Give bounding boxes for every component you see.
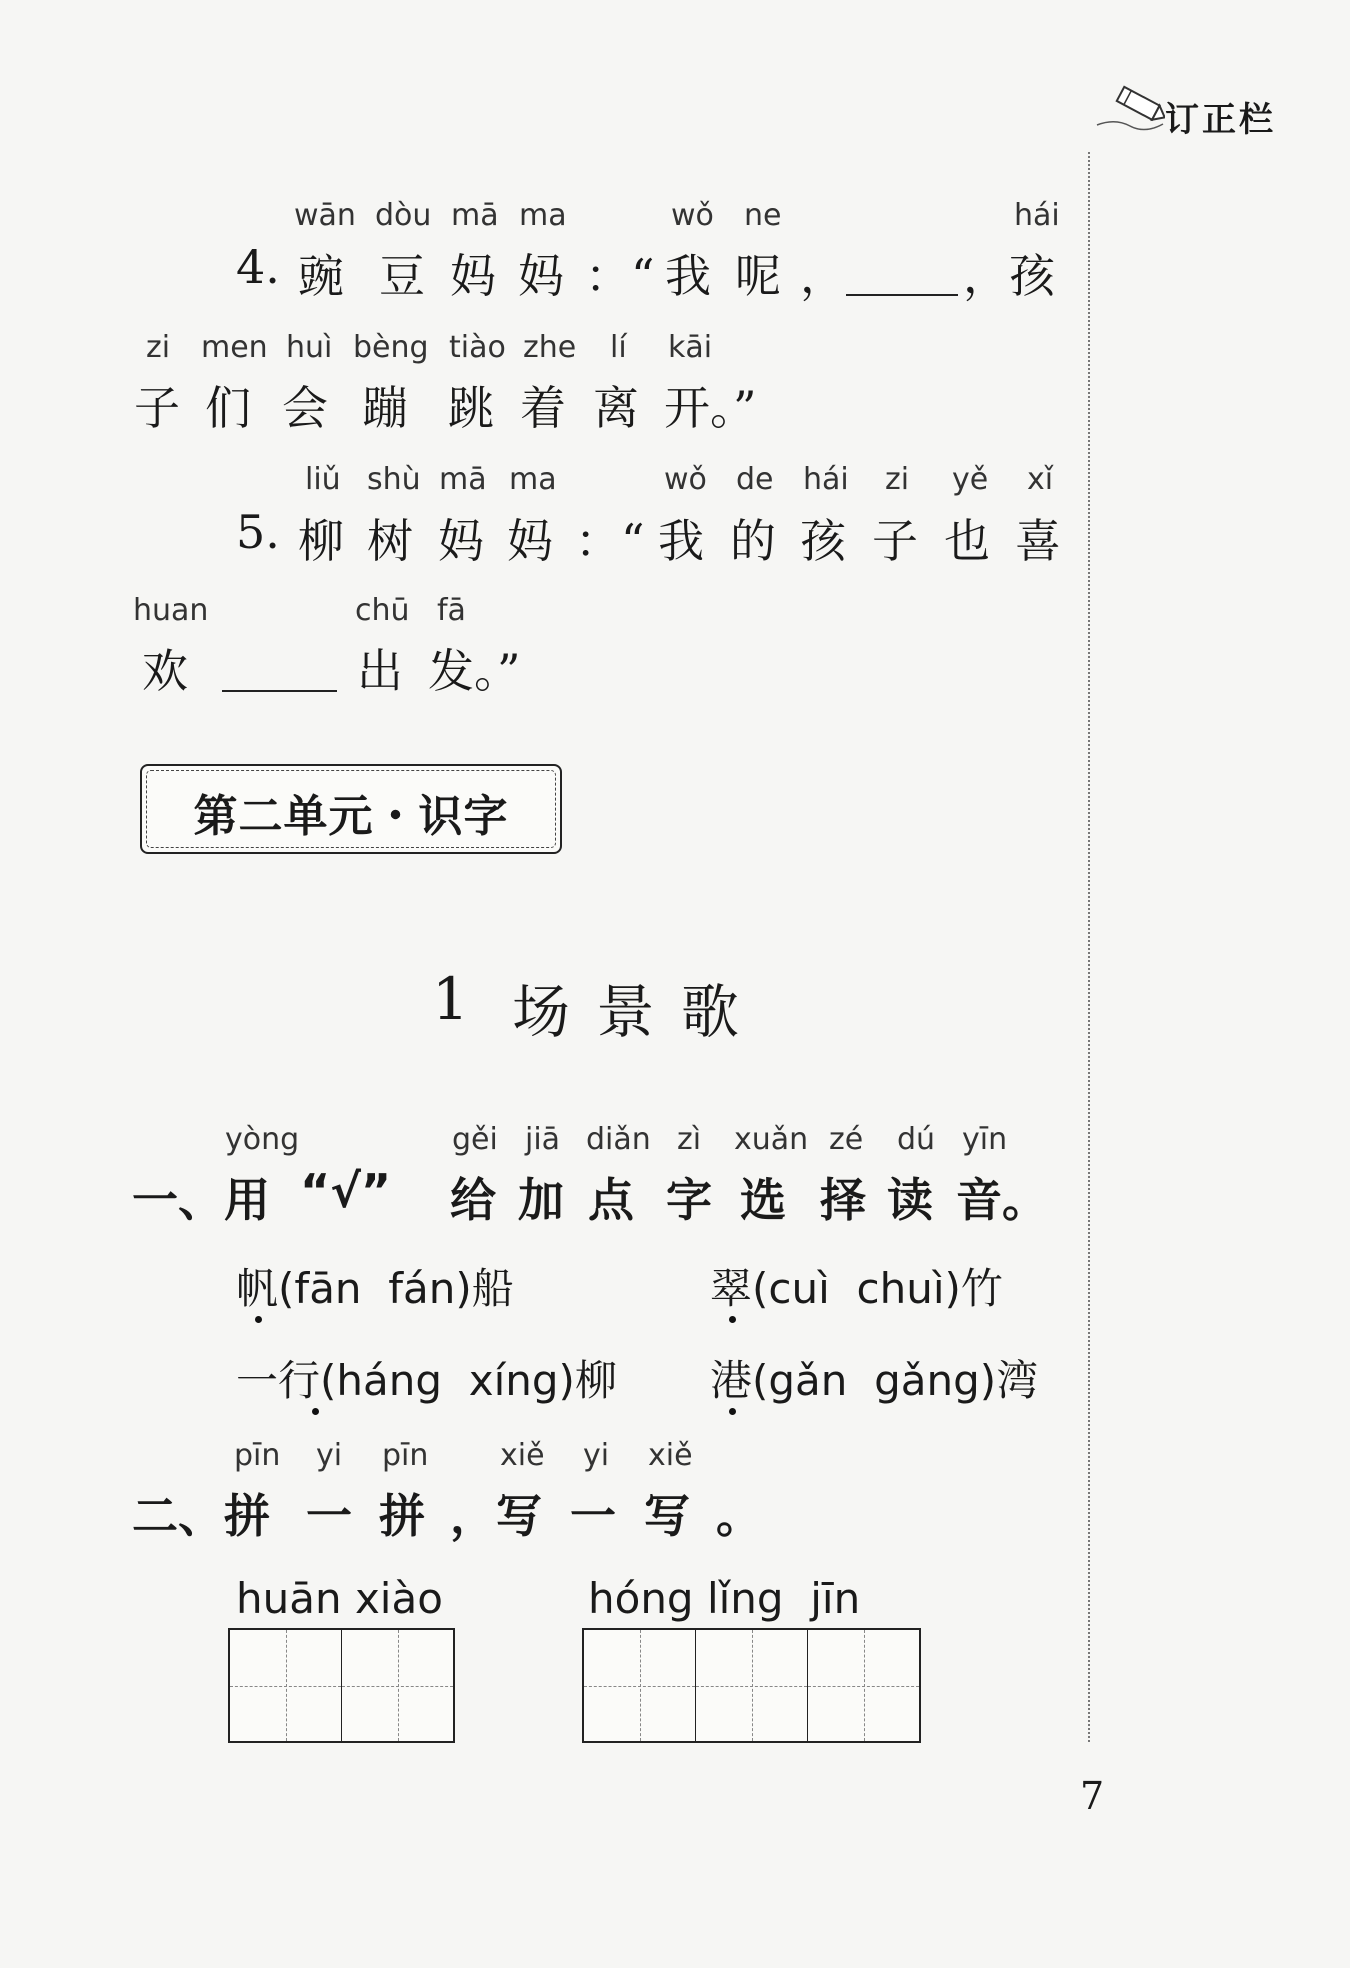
hanzi: 一 — [306, 1489, 352, 1543]
hanzi: 柳 — [298, 514, 344, 568]
hanzi: 子 — [134, 381, 180, 435]
hanzi: 孩 — [800, 514, 846, 568]
hanzi: 选 — [740, 1173, 786, 1227]
lesson-title: 场 景 歌 — [512, 978, 743, 1046]
pinyin: pīn — [382, 1438, 429, 1473]
word-pinyin: hóng lǐng jīn — [588, 1574, 861, 1623]
writing-grid[interactable] — [582, 1628, 921, 1743]
hanzi: 一 — [236, 1356, 279, 1405]
question-number: 5. — [236, 505, 280, 559]
hanzi: 择 — [820, 1173, 866, 1227]
hanzi: 。 — [716, 1489, 762, 1543]
pinyin: chū — [355, 593, 410, 628]
section-heading: 二、拼 — [132, 1489, 270, 1543]
pinyin: huan — [133, 593, 209, 628]
pinyin: xiě — [648, 1438, 693, 1473]
dotted-character: 翠 — [710, 1264, 753, 1313]
pinyin: dòu — [375, 198, 432, 233]
pinyin: yě — [952, 462, 989, 497]
unit-banner — [140, 764, 562, 854]
pinyin: pīn — [234, 1438, 281, 1473]
hanzi: 着 — [520, 381, 566, 435]
pinyin: tiào — [449, 330, 506, 365]
pinyin: xuǎn — [734, 1122, 809, 1157]
hanzi: 出 — [357, 644, 403, 698]
writing-grid[interactable] — [228, 1628, 455, 1743]
margin-divider — [1088, 152, 1090, 1742]
writing-cell[interactable] — [584, 1630, 696, 1741]
choice-item — [710, 1348, 1038, 1408]
lesson-number: 1 — [432, 965, 469, 1033]
pinyin: diǎn — [586, 1122, 651, 1157]
writing-cell[interactable] — [808, 1630, 919, 1741]
pinyin: lí — [610, 330, 627, 365]
hanzi: 们 — [205, 381, 251, 435]
pinyin: liǔ — [305, 462, 341, 497]
hanzi: 豌 — [298, 249, 344, 303]
hanzi: 加 — [518, 1173, 564, 1227]
pinyin: huì — [286, 330, 333, 365]
emphasis-dot — [729, 1316, 736, 1323]
hanzi: 湾 — [996, 1356, 1039, 1405]
hanzi: 音。 — [956, 1173, 1048, 1227]
dotted-character: 港 — [710, 1356, 753, 1405]
choice-item — [236, 1256, 514, 1316]
pinyin: zi — [885, 462, 910, 497]
writing-cell[interactable] — [342, 1630, 453, 1741]
pinyin: kāi — [668, 330, 713, 365]
pinyin: fā — [437, 593, 466, 628]
margin-note-label: 订正栏 — [1165, 100, 1276, 140]
hanzi: 子 — [872, 514, 918, 568]
pinyin: zì — [677, 1122, 702, 1157]
hanzi: 柳 — [574, 1356, 617, 1405]
pinyin: dú — [897, 1122, 936, 1157]
hanzi: 喜 — [1015, 514, 1061, 568]
dotted-character: 帆 — [236, 1264, 279, 1313]
hanzi: 豆 — [379, 249, 425, 303]
hanzi: ，孩 — [963, 249, 1055, 303]
hanzi: 离 — [593, 381, 639, 435]
pinyin: yi — [583, 1438, 610, 1473]
pinyin: wān — [294, 198, 356, 233]
hanzi: 也 — [944, 514, 990, 568]
checkmark-symbol: “√” — [300, 1164, 392, 1218]
hanzi: 跳 — [448, 381, 494, 435]
pinyin: men — [201, 330, 268, 365]
hanzi: 树 — [367, 514, 413, 568]
pinyin: mā — [439, 462, 487, 497]
choice-item — [236, 1348, 617, 1408]
page-number: 7 — [1080, 1774, 1105, 1818]
dotted-character: 行 — [278, 1356, 321, 1405]
writing-cell[interactable] — [696, 1630, 808, 1741]
hanzi: 的 — [730, 514, 776, 568]
pinyin: ma — [509, 462, 557, 497]
pencil-icon — [1095, 80, 1165, 135]
pinyin: mā — [451, 198, 499, 233]
emphasis-dot — [729, 1408, 736, 1415]
hanzi: ，写 — [450, 1489, 542, 1543]
pinyin: shù — [367, 462, 421, 497]
hanzi: 蹦 — [362, 381, 408, 435]
hanzi: 我 — [658, 514, 704, 568]
hanzi: 一 — [570, 1489, 616, 1543]
pinyin: bèng — [353, 330, 429, 365]
hanzi: 点 — [588, 1173, 634, 1227]
pinyin: xiě — [500, 1438, 545, 1473]
hanzi: 妈 — [518, 249, 564, 303]
pinyin: xǐ — [1027, 462, 1054, 497]
hanzi: 读 — [887, 1173, 933, 1227]
pinyin: de — [736, 462, 774, 497]
hanzi: 开。” — [664, 381, 757, 435]
pinyin: jiā — [525, 1122, 561, 1157]
hanzi: 妈 — [507, 514, 553, 568]
pinyin: yīn — [962, 1122, 1008, 1157]
hanzi: 欢 — [142, 644, 188, 698]
pinyin: yòng — [225, 1122, 300, 1157]
hanzi: ：“ — [575, 514, 645, 568]
emphasis-dot — [312, 1408, 319, 1415]
hanzi: 妈 — [438, 514, 484, 568]
choice-item — [710, 1256, 1003, 1316]
pinyin: zhe — [523, 330, 577, 365]
hanzi: ：“ — [585, 249, 655, 303]
pinyin: yi — [316, 1438, 343, 1473]
pinyin: zé — [829, 1122, 864, 1157]
pronunciation-options[interactable]: (fān fán) — [278, 1264, 472, 1313]
hanzi: 拼 — [379, 1489, 425, 1543]
hanzi: 给 — [450, 1173, 496, 1227]
hanzi: 竹 — [960, 1264, 1003, 1313]
pinyin: zi — [146, 330, 171, 365]
hanzi: 呢 — [735, 249, 781, 303]
hanzi: 船 — [471, 1264, 514, 1313]
hanzi: 写 — [644, 1489, 690, 1543]
pinyin: wǒ — [664, 462, 707, 497]
pronunciation-options[interactable]: (cuì chuì) — [752, 1264, 961, 1313]
pronunciation-options[interactable]: (háng xíng) — [320, 1356, 575, 1405]
pronunciation-options[interactable]: (gǎn gǎng) — [752, 1356, 997, 1405]
section-heading: 一、用 — [132, 1173, 270, 1227]
pinyin: ne — [744, 198, 782, 233]
pinyin: hái — [803, 462, 849, 497]
hanzi: 字 — [666, 1173, 712, 1227]
hanzi: 妈 — [450, 249, 496, 303]
pinyin: wǒ — [671, 198, 714, 233]
word-pinyin: huān xiào — [236, 1574, 443, 1623]
pinyin: ma — [519, 198, 567, 233]
hanzi: ， — [800, 249, 846, 303]
writing-cell[interactable] — [230, 1630, 342, 1741]
question-number: 4. — [236, 240, 280, 294]
unit-banner-label: 第二单元・识字 — [193, 791, 509, 842]
hanzi: 发。” — [428, 644, 521, 698]
answer-blank[interactable] — [222, 640, 337, 692]
answer-blank[interactable] — [846, 246, 958, 296]
margin-note-header — [1095, 80, 1315, 150]
pinyin: hái — [1014, 198, 1060, 233]
emphasis-dot — [255, 1316, 262, 1323]
hanzi: 我 — [665, 249, 711, 303]
pinyin: gěi — [452, 1122, 498, 1157]
hanzi: 会 — [282, 381, 328, 435]
